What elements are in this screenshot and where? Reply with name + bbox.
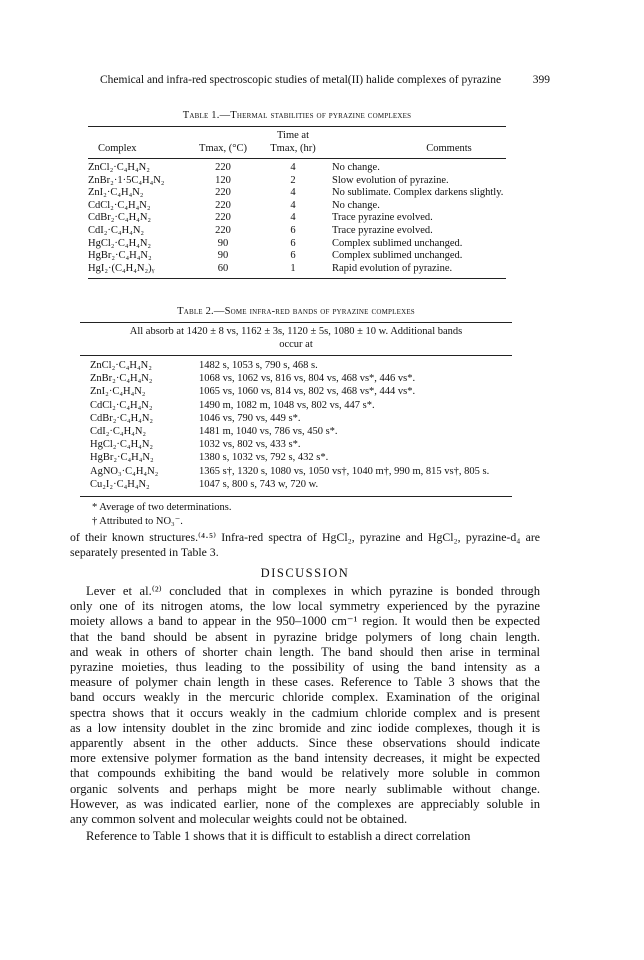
table1-cell-complex: ZnBr₂·1·5C₄H₄N₂ <box>88 174 165 186</box>
table1-cell-complex: ZnCl₂·C₄H₄N₂ <box>88 162 150 173</box>
table2-header-line1: All absorb at 1420 ± 8 vs, 1162 ± 3s, 1120 ± 5s, 1080 ± 10 w. Additional bands <box>129 326 463 337</box>
paragraph-line: that the band should be absent in pyrazine bridge polymers of long chain length. <box>70 629 540 644</box>
running-head-title: Chemical and infra-red spectroscopic studies of metal(II) halide complexes of pyrazine <box>100 74 502 86</box>
table2-caption-prefix: Table 2. <box>177 306 214 317</box>
table2-row <box>80 413 512 425</box>
table1-cell-comment: Complex sublimed unchanged. <box>332 237 463 249</box>
table2-row <box>80 373 512 385</box>
table1-header-time-line2: Tmax, (hr) <box>270 143 316 154</box>
table2-caption-title: —Some infra-red bands of pyrazine complexes <box>213 306 415 317</box>
table1-header-comments: Comments <box>426 143 472 154</box>
table1-cell-tmax: 220 <box>215 187 231 199</box>
table2-cell-complex: CdBr₂·C₄H₄N₂ <box>90 412 154 424</box>
table1-cell-comment: No sublimate. Complex darkens slightly. <box>332 187 504 199</box>
table1-row <box>88 250 506 262</box>
table2-cell-bands: 1046 vs, 790 vs, 449 s*. <box>199 412 301 424</box>
table2-cell-bands: 1482 s, 1053 s, 790 s, 468 s. <box>199 360 318 371</box>
table1-cell-time: 2 <box>290 174 296 186</box>
paragraph-line: more extensive polymer formation as the band intensity decreases, it might be expected <box>70 751 540 766</box>
table2-cell-complex: Cu₂I₂·C₄H₄N₂ <box>90 478 150 490</box>
table1 <box>88 126 506 296</box>
paragraph-line: that compounds exhibiting the band would be relatively more soluble in common <box>70 766 540 781</box>
section-heading-discussion: DISCUSSION <box>260 566 350 580</box>
table1-cell-tmax: 220 <box>215 162 231 173</box>
table2-header-rule <box>80 355 512 356</box>
paragraph-line: apparently absent in the other adducts. Since these observations should indicate <box>70 736 540 750</box>
table1-cell-tmax: 220 <box>215 225 231 236</box>
table1-row <box>88 200 506 212</box>
table2-footnote-2: † Attributed to NO₃⁻. <box>92 516 183 527</box>
table1-cell-comment: Complex sublimed unchanged. <box>332 250 463 262</box>
table2-cell-bands: 1047 s, 800 s, 743 w, 720 w. <box>199 478 319 490</box>
table1-cell-complex: ZnI₂·C₄H₄N₂ <box>88 187 144 199</box>
table2-row <box>80 439 512 451</box>
table1-caption-prefix: Table 1. <box>182 110 220 121</box>
table2-header-line2: occur at <box>279 339 313 350</box>
table1-cell-time: 4 <box>290 199 296 211</box>
table2-cell-complex: CdI₂·C₄H₄N₂ <box>90 426 147 437</box>
paragraph-line: and weak in others of shorter chain length. The band should then arise in terminal <box>70 644 540 659</box>
table2-row <box>80 386 512 398</box>
table1-row <box>88 162 506 174</box>
table1-row <box>88 225 506 237</box>
paragraph-line: as a low intensity doublet in the zinc bromide and zinc iodide complexes, though it is <box>70 720 540 735</box>
table1-caption-title: —Thermal stabilities of pyrazine complexes <box>219 110 412 121</box>
table2-row <box>80 400 512 412</box>
paragraph-line: any common solvent and molecular weights could not be obtained. <box>70 812 408 826</box>
table1-cell-time: 6 <box>290 250 296 262</box>
table1-cell-tmax: 90 <box>217 237 229 249</box>
table1-cell-time: 4 <box>290 187 296 199</box>
paragraph-line: band occurs weakly in the mercuric chloride complex. Examination of the original <box>70 690 540 705</box>
paragraph-line: moiety allows a band to appear in the 950–1000 cm⁻¹ region. It would then be expected <box>70 614 540 629</box>
table1-header-tmax: Tmax, (°C) <box>199 143 247 154</box>
table1-cell-time: 6 <box>290 225 296 236</box>
table2-cell-bands: 1065 vs, 1060 vs, 814 vs, 802 vs, 468 vs*, 444 vs*. <box>199 386 416 398</box>
table2-cell-bands: 1032 vs, 802 vs, 433 s*. <box>199 439 301 451</box>
table1-cell-complex: HgCl₂·C₄H₄N₂ <box>88 237 152 249</box>
table2-top-rule <box>80 322 512 323</box>
paragraph-line: organic solvents and perhaps might be more nearly sublimable without change. <box>70 781 540 796</box>
table2-cell-complex: HgBr₂·C₄H₄N₂ <box>90 452 154 464</box>
table2-cell-complex: CdCl₂·C₄H₄N₂ <box>90 399 153 411</box>
table1-cell-complex: CdI₂·C₄H₄N₂ <box>88 225 145 236</box>
table1-cell-complex: CdBr₂·C₄H₄N₂ <box>88 212 152 224</box>
table1-cell-time: 4 <box>290 162 296 173</box>
table2-row <box>80 466 512 478</box>
table2-cell-complex: ZnBr₂·C₄H₄N₂ <box>90 373 153 385</box>
paragraph-line: However, as was indicated earlier, none of the complexes are appreciably soluble in <box>70 796 540 811</box>
table1-row <box>88 238 506 250</box>
table1-row <box>88 187 506 199</box>
paragraph-line: measure of polymer chain length in these cases. Reference to Table 3 shows that the <box>70 675 540 690</box>
table2-cell-complex: HgCl₂·C₄H₄N₂ <box>90 439 154 451</box>
table2-cell-complex: ZnI₂·C₄H₄N₂ <box>90 386 146 398</box>
table2-cell-bands: 1365 s†, 1320 s, 1080 vs, 1050 vs†, 1040 m†, 990 m, 815 vs†, 805 s. <box>199 465 490 477</box>
table2-cell-complex: ZnCl₂·C₄H₄N₂ <box>90 360 152 371</box>
table2-cell-complex: AgNO₃·C₄H₄N₂ <box>90 465 159 477</box>
table1-cell-comment: Trace pyrazine evolved. <box>332 225 433 236</box>
table2-cell-bands: 1481 m, 1040 vs, 786 vs, 450 s*. <box>199 426 338 437</box>
table1-cell-tmax: 220 <box>215 199 231 211</box>
page-number: 399 <box>532 74 550 86</box>
table1-header-time-line1: Time at <box>277 130 309 141</box>
paragraph-line: pyrazine moieties, thus leading to the possibility of using the band intensity as a <box>70 660 540 674</box>
table2-row <box>80 479 512 491</box>
table1-caption <box>88 110 506 121</box>
table1-cell-comment: Rapid evolution of pyrazine. <box>332 262 453 274</box>
table2 <box>80 322 512 512</box>
table1-row <box>88 263 506 275</box>
table1-cell-tmax: 90 <box>217 250 229 262</box>
table1-cell-tmax: 220 <box>215 212 231 224</box>
paragraph-next: Reference to Table 1 shows that it is difficult to establish a direct correlation <box>86 829 471 843</box>
table1-cell-time: 6 <box>290 237 296 249</box>
table1-cell-complex: CdCl₂·C₄H₄N₂ <box>88 199 151 211</box>
table1-cell-complex: HgI₂·(C₄H₄N₂)ᵧ <box>88 262 155 274</box>
table1-header-complex: Complex <box>98 143 137 154</box>
table1-row <box>88 175 506 187</box>
table1-cell-comment: No change. <box>332 199 380 211</box>
table1-cell-comment: Slow evolution of pyrazine. <box>332 174 449 186</box>
table2-cell-bands: 1380 s, 1032 vs, 792 s, 432 s*. <box>199 452 329 464</box>
table1-cell-tmax: 60 <box>217 262 229 274</box>
table1-cell-comment: No change. <box>332 162 380 173</box>
table1-cell-comment: Trace pyrazine evolved. <box>332 212 433 224</box>
table2-row <box>80 360 512 372</box>
paragraph-line: Lever et al.⁽²⁾ concluded that in complexes in which pyrazine is bonded through <box>86 584 540 598</box>
table1-cell-time: 4 <box>290 212 296 224</box>
table2-cell-bands: 1068 vs, 1062 vs, 816 vs, 804 vs, 468 vs*, 446 vs*. <box>199 373 416 385</box>
table1-cell-complex: HgBr₂·C₄H₄N₂ <box>88 250 152 262</box>
table2-row <box>80 452 512 464</box>
table2-cell-bands: 1490 m, 1082 m, 1048 vs, 802 vs, 447 s*. <box>199 399 375 411</box>
table2-caption <box>80 306 512 317</box>
table2-bottom-rule <box>80 496 512 497</box>
table1-header-rule <box>88 158 506 159</box>
table2-footnote-1: * Average of two determinations. <box>92 502 232 513</box>
table1-row <box>88 212 506 224</box>
table1-cell-tmax: 120 <box>215 174 231 186</box>
paragraph-continuation: of their known structures.⁽⁴·⁵⁾ Infra-red spectra of HgCl₂, pyrazine and HgCl₂, pyrazine-d₄ are separately presented in Table 3. <box>70 530 540 560</box>
table1-cell-time: 1 <box>290 262 296 274</box>
table1-top-rule <box>88 126 506 127</box>
paragraph-line: spectra shows that it occurs weakly in the cadmium chloride complex and is present <box>70 705 540 720</box>
paragraph-line: only one of its nitrogen atoms, the low local symmetry experienced by the pyrazine <box>70 599 540 614</box>
table1-bottom-rule <box>88 278 506 279</box>
table2-row <box>80 426 512 438</box>
